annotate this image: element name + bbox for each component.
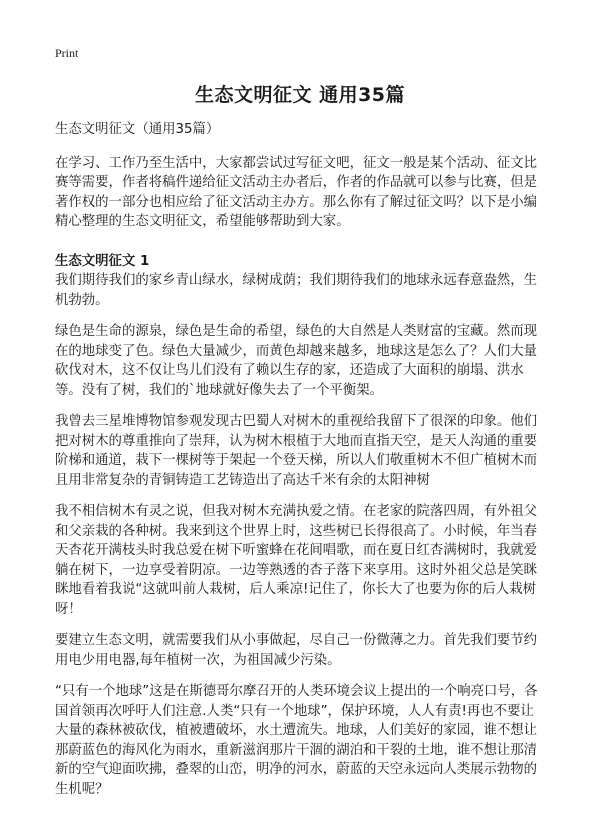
intro-paragraph: 在学习、工作乃至生活中，大家都尝试过写征文吧，征文一般是某个活动、征文比赛等需要，作者将稿件递给征文活动主办者后，作者的作品就可以参与比赛，但是著作权的一部分也相应给了征文活动主办方。那么你有了解过征文吗？以下是小编精心整理的生态文明征文，希望能够帮助到大家。 xyxy=(55,155,538,229)
document-body xyxy=(55,120,547,811)
section-heading: 生态文明征文 1 xyxy=(55,253,150,269)
document-subtitle: 生态文明征文（通用35篇） xyxy=(55,122,220,137)
essay-paragraph-4: 我不相信树木有灵之说，但我对树木充满执爱之情。在老家的院落四周，有外祖父和父亲栽的各种树。我来到这个世界上时，这些树已长得很高了。小时候，年当春天杏花开满枝头时我总爱在树下听蜜蜂在花间唱歌，而在夏日红杏满树时，我就爱躺在树下，一边享受着阴凉。一边等熟透的杏子落下来享用。这时外祖父总是笑眯眯地看着我说“这就叫前人栽树，后人乘凉!记住了，你长大了也要为你的后人栽树呀！ xyxy=(55,504,538,617)
essay-paragraph-1: 我们期待我们的家乡青山绿水，绿树成荫；我们期待我们的地球永远春意盎然，生机勃勃。 xyxy=(55,273,538,308)
print-link[interactable]: Print xyxy=(55,46,79,60)
essay-paragraph-3: 我曾去三星堆博物馆参观发现古巴蜀人对树木的重视给我留下了很深的印象。他们把对树木的尊重推向了崇拜，认为树木根植于大地而直指天空，是天人沟通的重要阶梯和通道，栽下一棵树等于架起一个登天梯，所以人们敬重树木不但广植树木而且用非常复杂的青铜铸造工艺铸造出了高达千米有余的太阳神树 xyxy=(55,414,538,488)
essay-paragraph-5: 要建立生态文明，就需要我们从小事做起，尽自己一份微薄之力。首先我们要节约用电少用电器,每年植树一次，为祖国减少污染。 xyxy=(55,633,538,668)
page-title: 生态文明征文 通用35篇 xyxy=(194,84,406,106)
essay-paragraph-6: “只有一个地球”这是在斯德哥尔摩召开的人类环境会议上提出的一个响亮口号，各国首领再次呼吁人们注意.人类“只有一个地球”，保护环境，人人有责!再也不要让大量的森林被砍伐，植被遭破坏，水土遭流失。地球，人们美好的家园，谁不想让那蔚蓝色的海风化为雨水，重新滋润那片干涸的湖泊和干裂的土地，谁不想让那清新的空气迎面吹拂，叠翠的山峦，明净的河水，蔚蓝的天空永远向人类展示勃物的生机呢？ xyxy=(55,684,538,797)
essay-paragraph-2: 绿色是生命的源泉，绿色是生命的希望，绿色的大自然是人类财富的宝藏。然而现在的地球变了色。绿色大量减少，而黄色却越来越多，地球这是怎么了？人们大量砍伐对木，这不仅让鸟儿们没有了赖以生存的家，还造成了大面积的崩塌、洪水等。没有了树，我们的`地球就好像失去了一个平衡架。 xyxy=(55,324,538,398)
